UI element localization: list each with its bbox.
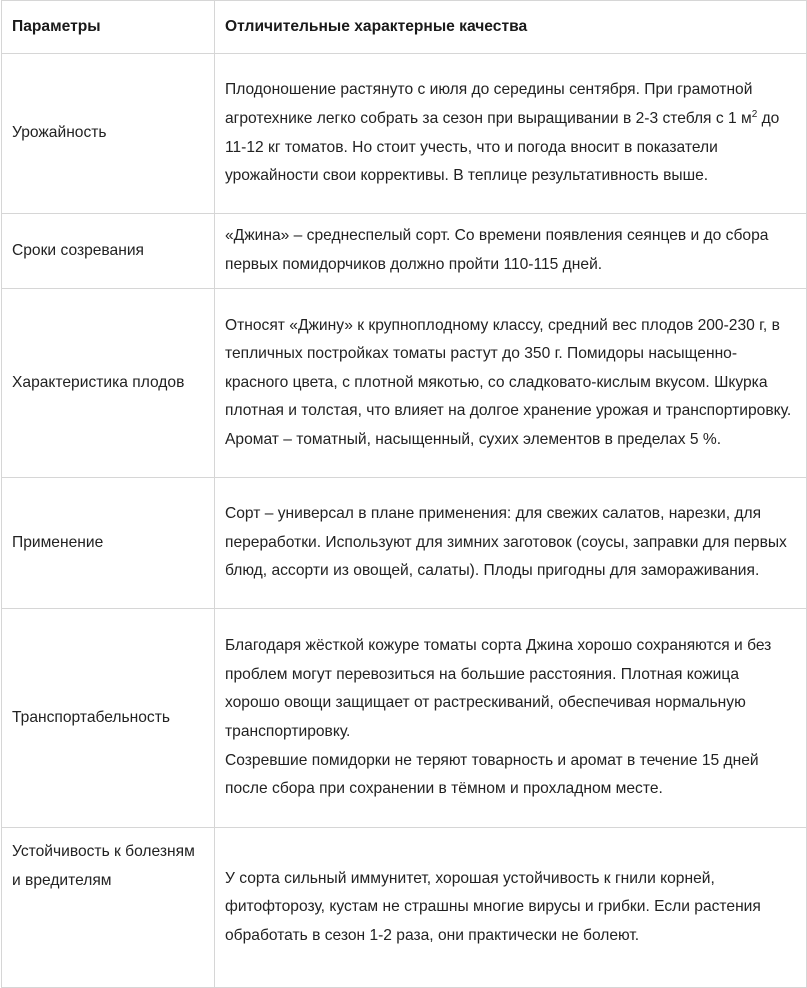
table-row [2, 289, 807, 478]
header-parameters: Параметры [2, 1, 215, 54]
table-row [2, 609, 807, 828]
param-transportability: Транспортабельность [2, 609, 215, 828]
desc-ripening: «Джина» – среднеспелый сорт. Со времени появления сеянцев и до сбора первых помидорчиков должно пройти 110-115 дней. [215, 214, 807, 289]
param-fruit-characteristics: Характеристика плодов [2, 289, 215, 478]
desc-transportability-p1: Благодаря жёсткой кожуре томаты сорта Джина хорошо сохраняются и без проблем могут перевозиться на большие расстояния. Плотная кожица хорошо овощи защищает от растрескиваний, обеспечивая нормальную транспортировку. [225, 637, 772, 740]
superscript-square: 2 [751, 108, 758, 120]
desc-fruit-characteristics: Относят «Джину» к крупноплодному классу, средний вес плодов 200-230 г, в тепличных постройках томаты растут до 350 г. Помидоры насыщенно-красного цвета, с плотной мякотью, со сладковато-кислым вкусом. Шкурка плотная и толстая, что влияет на долгое хранение урожая и транспортировку. Аромат – томатный, насыщенный, сухих элементов в пределах 5 %. [215, 289, 807, 478]
param-yield: Урожайность [2, 54, 215, 214]
desc-disease-resistance: У сорта сильный иммунитет, хорошая устойчивость к гнили корней, фитофторозу, кустам не страшны многие вирусы и грибки. Если растения обработать в сезон 1-2 раза, они практически не болеют. [215, 828, 807, 988]
table-row [2, 54, 807, 214]
desc-usage: Сорт – универсал в плане применения: для свежих салатов, нарезки, для переработки. Используют для зимних заготовок (соусы, заправки для первых блюд, ассорти из овощей, салаты). Плоды пригодны для замораживания. [215, 478, 807, 609]
param-ripening: Сроки созревания [2, 214, 215, 289]
desc-yield-text: Плодоношение растянуто с июля до середины сентября. При грамотной агротехнике легко собрать за сезон при выращивании в 2-3 стебля с 1 м [225, 81, 753, 127]
desc-transportability [215, 609, 807, 828]
desc-yield [215, 54, 807, 214]
desc-transportability-p2: Созревшие помидорки не теряют товарность и аромат в течение 15 дней после сбора при сохранении в тёмном и прохладном месте. [225, 751, 759, 798]
param-disease-resistance: Устойчивость к болезням и вредителям [2, 828, 215, 988]
header-qualities: Отличительные характерные качества [215, 1, 807, 54]
table-row [2, 214, 807, 289]
table-header-row [2, 1, 807, 54]
param-usage: Применение [2, 478, 215, 609]
characteristics-table [1, 0, 807, 988]
table-row [2, 828, 807, 988]
table-row [2, 478, 807, 609]
desc-yield-text-cont: до 11-12 кг томатов. Но стоит учесть, что и погода вносит в показатели урожайности свои коррективы. В теплице результативность выше. [225, 109, 780, 185]
